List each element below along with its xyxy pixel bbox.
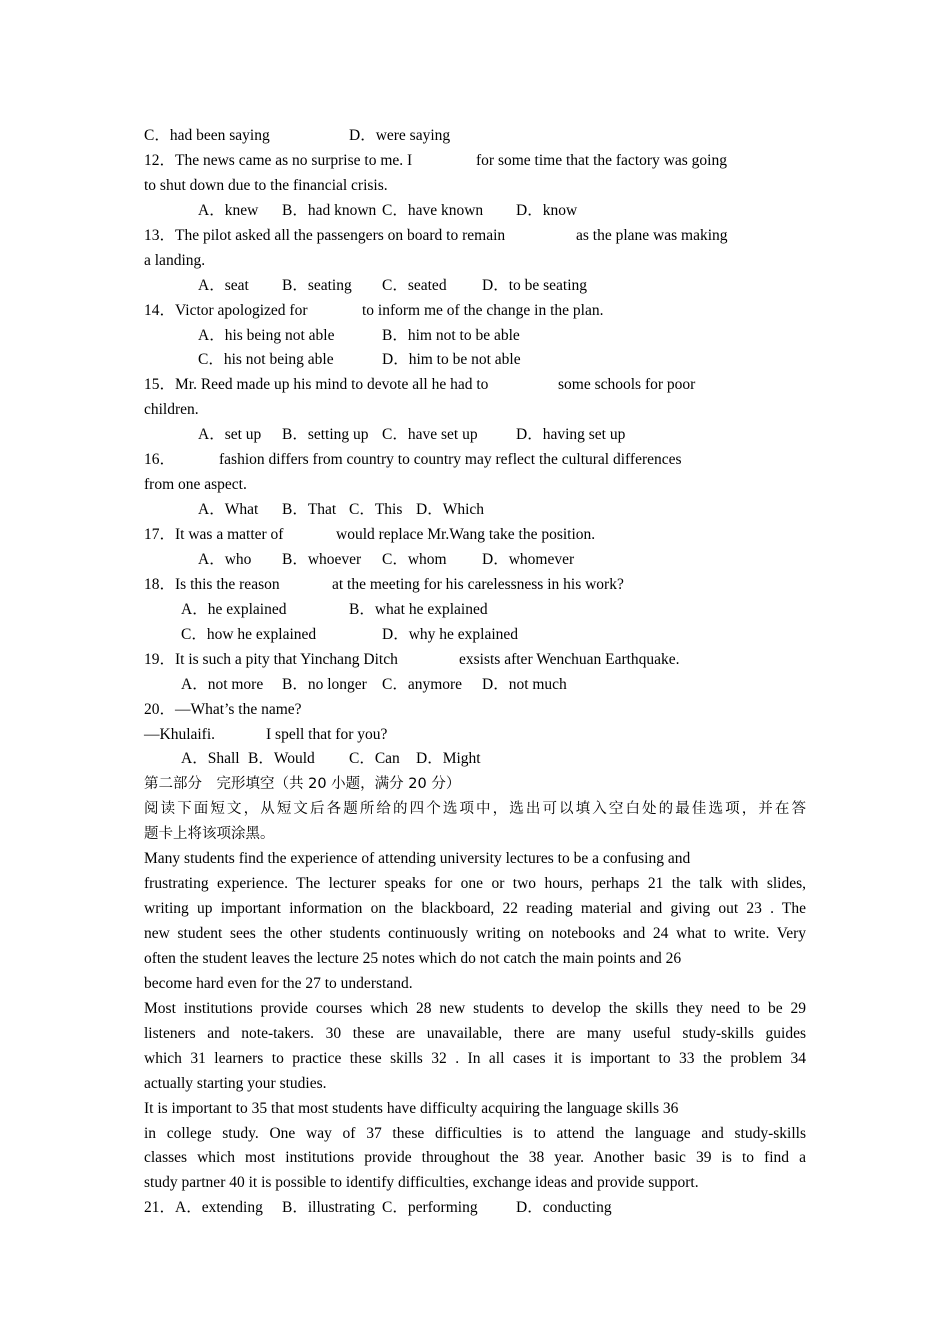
question-text: 15．Mr. Reed made up his mind to devote all he had to [144,376,489,394]
q13-stem-cont: a landing. [144,251,206,269]
q14-options-cd [144,348,806,373]
q20-options [144,747,806,772]
option: B．what he explained [349,600,488,618]
question-text: at the meeting for his carelessness in his work? [332,575,624,593]
q16-stem [144,448,806,473]
option: A．his being not able [198,326,335,344]
option: B．illustrating [282,1199,376,1217]
option: A．seat [198,276,249,294]
passage-line: classes which most institutions provide throughout the 38 year. Another basic 39 is to find a [144,1149,806,1167]
option: A．Shall [181,750,240,768]
option: D．why he explained [382,625,519,643]
q19-stem [144,648,806,673]
passage-line: actually starting your studies. [144,1074,327,1092]
option: C．Can [349,750,400,768]
option: D．Which [416,501,485,519]
option: C．had been saying [144,127,270,144]
option: B．setting up [282,426,369,444]
option: A．set up [198,426,262,444]
passage-line: frustrating experience. The lecturer speaks for one or two hours, perhaps 21 the talk with slides, [144,875,806,893]
option: B．seating [282,276,352,294]
option: B．whoever [282,550,362,568]
passage-line: writing up important information on the blackboard, 22 reading material and giving out 23 . The [144,900,806,918]
q20-dialogue [144,723,806,748]
q17-stem [144,523,806,548]
option: C．performing [382,1199,478,1217]
section-instructions: 阅读下面短文，从短文后各题所给的四个选项中，选出可以填入空白处的最佳选项，并在答 [144,801,806,818]
q12-stem-cont: to shut down due to the financial crisis. [144,176,388,194]
option: D．him to be not able [382,351,521,369]
option: C．anymore [382,675,463,693]
option: D．whomever [482,550,575,568]
question-text: some schools for poor [558,376,696,394]
option: B．had known [282,201,377,219]
q14-stem [144,299,806,324]
option: D．Might [416,750,481,768]
passage-line: new student sees the other students continuously writing on notebooks and 24 what to write. Very [144,925,806,942]
option: A．What [198,501,259,519]
option: A．who [198,550,252,568]
option: C．This [349,501,403,519]
option: D．to be seating [482,276,588,294]
question-text: 19．It is such a pity that Yinchang Ditch [144,650,398,668]
passage-line: Many students find the experience of attending university lectures to be a confusing and [144,850,691,868]
question-text: as the plane was making [576,226,728,244]
question-number: 16． [144,451,176,469]
question-text: to inform me of the change in the plan. [362,301,604,319]
passage-line: Most institutions provide courses which 28 new students to develop the skills they need to be 29 [144,999,806,1017]
exam-page [144,124,806,1221]
option: D．conducting [516,1199,612,1217]
section-heading: 第二部分 完形填空（共 20 小题，满分 20 分） [144,776,461,793]
passage-line: become hard even for the 27 to understand. [144,974,413,992]
passage-line: listeners and note-takers. 30 these are unavailable, there are many useful study-skills guides [144,1024,806,1042]
option: A．not more [181,675,264,693]
question-text: 14．Victor apologized for [144,301,308,319]
option: D．having set up [516,426,626,444]
question-text: for some time that the factory was going [476,151,727,169]
option: 21．A．extending [144,1199,263,1217]
option: A．he explained [181,600,287,618]
q18-stem [144,573,806,598]
section-instructions-cont: 题卡上将该项涂黑。 [144,826,275,843]
q18-options-ab [144,598,806,623]
q18-options-cd [144,623,806,648]
option: C．have known [382,201,484,219]
q13-options [144,274,806,299]
question-text: exsists after Wenchuan Earthquake. [459,650,680,668]
option: C．whom [382,550,447,568]
q17-options [144,548,806,573]
dialogue-text: —Khulaifi. [144,725,216,743]
question-text: would replace Mr.Wang take the position. [336,526,596,543]
passage-line: study partner 40 it is possible to identify difficulties, exchange ideas and provide support. [144,1174,699,1192]
passage-line: often the student leaves the lecture 25 notes which do not catch the main points and 26 [144,949,682,967]
option: B．no longer [282,675,367,693]
q12-stem [144,149,806,174]
q21-options [144,1196,806,1221]
option: D．were saying [349,127,451,144]
question-text: 17．It was a matter of [144,526,284,543]
q15-stem [144,373,806,398]
option: C．his not being able [198,351,334,369]
q13-stem [144,224,806,249]
q15-options [144,423,806,448]
q11-options [144,124,806,149]
question-text: 18．Is this the reason [144,575,280,593]
question-text: fashion differs from country to country may reflect the cultural differences [219,451,682,469]
option: B．That [282,501,337,519]
option: D．not much [482,675,567,693]
q16-options [144,498,806,523]
q19-options [144,673,806,698]
q20-stem: 20．—What’s the name? [144,700,302,718]
passage-line: which 31 learners to practice these skills 32 . In all cases it is important to 33 the problem 34 [144,1049,806,1067]
option: C．have set up [382,426,478,444]
option: B．him not to be able [382,326,520,344]
q15-stem-cont: children. [144,401,199,419]
option: A．knew [198,201,259,219]
option: C．seated [382,276,447,294]
passage-line: It is important to 35 that most students have difficulty acquiring the language skills 36 [144,1099,679,1117]
option: C．how he explained [181,625,317,643]
passage-line: in college study. One way of 37 these difficulties is to attend the language and study-skills [144,1124,806,1142]
dialogue-text: I spell that for you? [266,725,388,743]
q12-options [144,199,806,224]
q16-stem-cont: from one aspect. [144,476,247,494]
question-text: 13．The pilot asked all the passengers on board to remain [144,226,506,244]
q14-options-ab [144,324,806,349]
option: B．Would [248,750,315,768]
question-text: 12．The news came as no surprise to me. I [144,151,413,169]
option: D．know [516,201,578,219]
